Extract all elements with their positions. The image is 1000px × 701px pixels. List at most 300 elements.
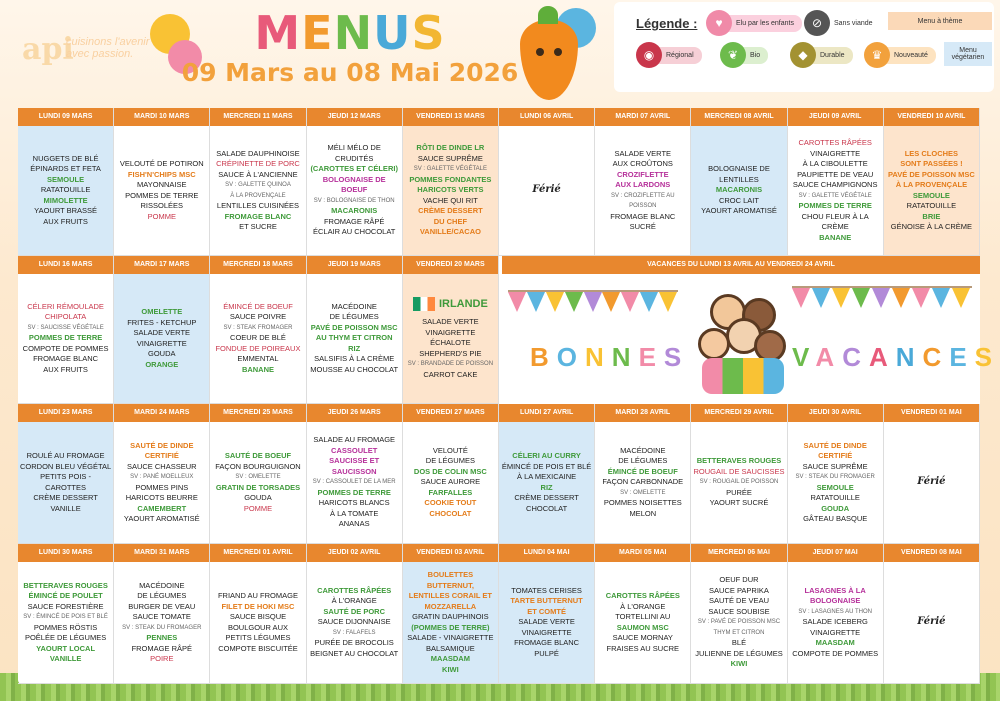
logo-text: api [22, 32, 74, 67]
menu-item: SAUTÉ DE VEAU [708, 596, 769, 606]
day-header: LUNDI 27 AVRIL [499, 404, 594, 422]
legend-regional-label: Régional [658, 47, 702, 64]
menu-item: COMPOTE BISCUITÉE [218, 643, 298, 653]
menu-item: GOUDA [148, 349, 176, 358]
menu-item: POMMES DE TERRE [28, 333, 103, 343]
menu-item: BOLOGNAISE [809, 596, 861, 606]
day-header: MERCREDI 01 AVRIL [210, 544, 305, 562]
day-cell [114, 404, 210, 544]
day-menu [307, 422, 402, 543]
menu-item: FAÇON BOURGUIGNON [215, 461, 301, 471]
menu-item: FRITES - KETCHUP [127, 317, 197, 327]
menu-item: SAUCE FORESTIÈRE [27, 601, 104, 611]
day-header: MERCREDI 29 AVRIL [691, 404, 786, 422]
day-menu [499, 562, 594, 683]
day-menu [114, 562, 209, 683]
day-cell [595, 108, 691, 256]
menu-item: CÉLERI RÉMOULADE [27, 301, 104, 311]
vacation-header: VACANCES DU LUNDI 13 AVRIL AU VENDREDI 24 AVRIL [502, 256, 980, 274]
day-header: JEUDI 30 AVRIL [788, 404, 883, 422]
menu-item: DE LÉGUMES [137, 591, 187, 600]
menu-item: SAUCE MORNAY [612, 633, 673, 642]
day-cell [595, 544, 691, 684]
day-cell [691, 544, 787, 684]
menu-item: CRÉPINETTE DE PORC [216, 159, 300, 168]
menu-item: MIMOLETTE [43, 195, 88, 205]
menu-item: ET COMTÉ [527, 606, 566, 616]
day-header: MARDI 31 MARS [114, 544, 209, 562]
logo-tagline-2: avec passion. [66, 48, 134, 60]
menu-item: SV : ROUGAIL DE POISSON [699, 479, 779, 486]
menu-item: GÂTEAU BASQUE [803, 514, 868, 523]
menu-item: CAROTTES RÂPÉES [317, 585, 392, 595]
menu-item: FROMAGE BLANC [224, 211, 292, 221]
menu-item: SONT PASSÉES ! [900, 159, 963, 168]
day-header: LUNDI 23 MARS [18, 404, 113, 422]
menu-item: À LA TOMATE [330, 508, 379, 518]
menu-item: MACARONIS [715, 185, 763, 195]
day-menu [595, 126, 690, 255]
menu-item: VINAIGRETTE [136, 338, 187, 348]
menu-item: BLÉ [731, 638, 747, 648]
menu-item: SAUTÉ DE DINDE [803, 440, 867, 450]
menu-item: VANILLE [50, 503, 81, 513]
menu-item: CRÈME DESSERT [33, 493, 98, 502]
day-cell [18, 256, 114, 404]
bunting-flag-icon [872, 288, 890, 308]
bunting-flag-icon [852, 288, 870, 308]
day-header: JEUDI 19 MARS [307, 256, 402, 274]
menu-item: SV : GALETTE VÉGÉTALE [798, 192, 872, 199]
menu-item: SALSIFIS À LA CRÈME [314, 354, 395, 364]
legend-sans-viande-label: Sans viande [826, 15, 881, 32]
day-header: VENDREDI 13 MARS [403, 108, 498, 126]
menu-item: FROMAGE BLANC [33, 354, 99, 364]
menu-item: LENTILLES [719, 174, 759, 184]
menu-grid [18, 108, 1000, 684]
menu-item: CAROTTES RÂPÉES [798, 138, 872, 147]
menu-item: RATATOUILLE [906, 201, 957, 210]
day-menu [595, 562, 690, 683]
menu-item: POÊLÉE DE LÉGUMES [24, 633, 107, 642]
menu-item: ÉMINCÉ DE POIS ET BLÉ [501, 461, 592, 471]
menu-item: SALADE VERTE [133, 328, 191, 337]
day-header: VENDREDI 10 AVRIL [884, 108, 979, 126]
menu-item: TOMATES CERISES [511, 585, 582, 595]
bunting-flag-icon [584, 292, 602, 312]
day-header: LUNDI 16 MARS [18, 256, 113, 274]
day-cell [210, 108, 306, 256]
day-menu [691, 126, 786, 255]
legend-panel [614, 2, 994, 92]
menu-item: (CAROTTES ET CÉLERI) [310, 164, 398, 174]
menu-item: BETTERAVES ROUGES [23, 580, 108, 590]
bunting-flag-icon [565, 292, 583, 312]
menu-item: SAUCE CHASSEUR [126, 461, 197, 471]
legend-bio-label: Bio [742, 47, 768, 64]
menu-item: MACÉDOINE [620, 445, 666, 455]
menu-item: CRÈME DESSERT [418, 206, 483, 216]
menu-item: CHOU FLEUR À LA CRÈME [801, 211, 869, 231]
menu-item: FISH'N'CHIPS MSC [127, 169, 196, 179]
menu-item: CORDON BLEU VÉGÉTAL [20, 461, 112, 471]
menu-item: SV : GALETTE VÉGÉTALE [413, 166, 488, 173]
menu-item: PULPÉ [534, 648, 559, 658]
menu-item: NUGGETS DE BLÉ [32, 153, 99, 163]
menu-item: SAUCE PAPRIKA [709, 585, 769, 595]
day-cell [403, 108, 499, 256]
day-menu [788, 562, 883, 683]
day-menu [114, 274, 209, 403]
menu-item: SV : FALAFELS [332, 629, 376, 636]
menu-item: POMMES NOISETTES [603, 498, 682, 508]
menu-item: BALSAMIQUE [426, 643, 475, 653]
day-cell [18, 544, 114, 684]
menu-item: FROMAGE BLANC [610, 211, 676, 221]
day-header: JEUDI 02 AVRIL [307, 544, 402, 562]
menu-item: VINAIGRETTE ÉCHALOTE [425, 327, 476, 347]
day-header: MARDI 05 MAI [595, 544, 690, 562]
day-cell [114, 108, 210, 256]
menu-item: LENTILLES CUISINÉES [216, 201, 300, 210]
menu-item: DE LÉGUMES [618, 456, 668, 466]
bunting-flag-icon [792, 288, 810, 308]
day-header: JEUDI 07 MAI [788, 544, 883, 562]
menu-item: À LA PROVENÇALE [895, 180, 968, 189]
menu-item: SEMOULE [816, 482, 854, 492]
day-menu [499, 126, 594, 255]
logo-tagline-1: cuisinons l'avenir [66, 36, 150, 48]
menu-item: MAYONNAISE [137, 180, 187, 189]
menu-item: AUX CROÛTONS [612, 159, 673, 168]
day-menu [210, 562, 305, 683]
children-bodies [702, 358, 784, 394]
day-menu [403, 422, 498, 543]
day-menu [114, 422, 209, 543]
day-cell [307, 256, 403, 404]
menu-item: SAUCISSE ET SAUCISSON [329, 456, 380, 476]
menu-item: CARROT CAKE [423, 369, 478, 379]
holiday-label: Férié [532, 184, 561, 196]
holiday-label: Férié [917, 476, 946, 488]
menu-item: FARFALLES [428, 487, 473, 497]
menu-item: POMMES DE TERRE [317, 487, 391, 497]
menu-item: SAUCE TOMATE [132, 612, 191, 621]
menu-item: BOLOGNAISE DE BOEUF [322, 174, 386, 195]
day-menu [210, 126, 305, 255]
day-cell [114, 544, 210, 684]
menu-item: VINAIGRETTE [521, 627, 572, 637]
legend-vegetarien: Menu végétarien [944, 42, 992, 66]
day-menu [691, 562, 786, 683]
vacation-word-2: VACANCES [792, 342, 1000, 372]
menu-item: SV : BRANDADE DE POISSON [407, 361, 494, 367]
day-cell [403, 404, 499, 544]
menu-item: SALADE ICEBERG [802, 617, 868, 627]
menu-item: À L'ORANGE [331, 596, 377, 606]
menu-item: CHOCOLAT [526, 503, 568, 513]
legend-nouveaute [864, 42, 936, 68]
menu-item: ET SUCRE [239, 222, 277, 231]
menu-item: POMME [243, 503, 273, 513]
day-header: MARDI 24 MARS [114, 404, 209, 422]
day-header: MARDI 17 MARS [114, 256, 209, 274]
day-cell [884, 404, 980, 544]
menu-item: VINAIGRETTE [810, 627, 861, 637]
menu-item: HARICOTS VERTS [417, 185, 484, 195]
title-menus: MENUS [254, 6, 446, 60]
legend-title: Légende : [636, 16, 698, 31]
menu-item: AUX LARDONS [615, 180, 671, 189]
legend-durable-label: Durable [812, 47, 853, 64]
menu-item: MOZZARELLA [424, 601, 477, 611]
day-cell [210, 404, 306, 544]
menu-item: SALADE - VINAIGRETTE [407, 633, 494, 642]
day-menu [884, 126, 979, 255]
menu-item: SAUTÉ DE BOEUF [224, 451, 292, 460]
menu-item: ÉPINARDS ET FETA [30, 164, 101, 174]
day-cell [788, 108, 884, 256]
menu-item: RÔTI DE DINDE LR [416, 143, 485, 153]
menu-item: MÉLI MÉLO DE CRUDITÉS [327, 143, 381, 163]
day-cell [18, 404, 114, 544]
menu-item: SV : OMELETTE [620, 489, 666, 496]
menu-item: SV : PANÉ MOELLEUX [130, 474, 194, 480]
menu-item: ROULÉ AU FROMAGE [26, 451, 105, 460]
day-menu [499, 422, 594, 543]
menu-item: VELOUTÉ [432, 445, 468, 455]
bunting-flag-icon [912, 288, 930, 308]
menu-item: CRÈME DESSERT [514, 493, 579, 502]
menu-item: YAOURT SUCRÉ [709, 498, 769, 508]
day-menu [884, 562, 979, 683]
bunting-flag-icon [659, 292, 677, 312]
day-cell [691, 404, 787, 544]
chef-hat-icon: ♛ [864, 42, 890, 68]
menu-item: HARICOTS BEURRE [125, 493, 198, 502]
day-header: VENDREDI 08 MAI [884, 544, 979, 562]
day-cell [788, 544, 884, 684]
menu-item: COEUR DE BLÉ [230, 333, 286, 343]
menu-item: RIZ [540, 482, 553, 492]
vacation-banner [502, 256, 1000, 400]
menu-item: SV : STEAK DU FROMAGER [122, 624, 202, 631]
holiday-label: Férié [917, 616, 946, 628]
bunting-flag-icon [832, 288, 850, 308]
menu-item: CÉLERI AU CURRY [512, 451, 581, 460]
legend-durable [790, 42, 853, 68]
menu-item: SAUCE BISQUE [229, 612, 287, 621]
menu-item: FILET DE HOKI MSC [221, 601, 295, 611]
menu-item: SAUCE SUPRÊME [802, 461, 868, 471]
menu-item: À LA MEXICAINE [517, 472, 577, 481]
day-header: VENDREDI 20 MARS [403, 256, 498, 274]
day-header: MARDI 28 AVRIL [595, 404, 690, 422]
menu-item: SAUCE À L'ANCIENNE [218, 169, 298, 179]
menu-item: FAÇON CARBONNADE [602, 477, 684, 487]
menu-item: TARTE BUTTERNUT [510, 596, 583, 606]
menu-item: BOULETTES BUTTERNUT, [426, 570, 474, 590]
bunting-flag-icon [812, 288, 830, 308]
menu-item: VACHE QUI RIT [422, 195, 478, 205]
menu-item: SALADE AU FROMAGE [313, 435, 396, 445]
menu-item: KIWI [442, 664, 459, 674]
day-header: MERCREDI 25 MARS [210, 404, 305, 422]
legend-theme: Menu à thème [888, 12, 992, 30]
legend-nouveaute-label: Nouveauté [886, 47, 936, 64]
menu-item: DU CHEF VANILLE/CACAO [419, 216, 481, 237]
day-header: MERCREDI 18 MARS [210, 256, 305, 274]
menu-item: SAUCE POIVRE [229, 312, 287, 322]
menu-item: YAOURT AROMATISÉ [701, 206, 777, 216]
day-cell [307, 404, 403, 544]
menu-item: SV : ÉMINCÉ DE POIS ET BLÉ [23, 614, 108, 620]
menu-item: BURGER DE VEAU [128, 601, 196, 611]
menu-item: VINAIGRETTE [810, 148, 861, 158]
menu-item: POMMES DE TERRE [798, 201, 872, 210]
menu-item: CROC LAIT [718, 195, 759, 205]
day-menu [403, 126, 498, 255]
day-header: MERCREDI 08 AVRIL [691, 108, 786, 126]
day-header: VENDREDI 01 MAI [884, 404, 979, 422]
day-cell [114, 256, 210, 404]
menu-item: BETTERAVES ROUGES [696, 456, 782, 466]
menu-item: ÉCLAIR AU CHOCOLAT [312, 227, 396, 237]
vacation-word-1: BONNES [530, 342, 690, 372]
day-cell [595, 404, 691, 544]
menu-item: GOUDA [821, 503, 850, 513]
menu-item: JULIENNE DE LÉGUMES [695, 648, 783, 658]
menu-item: RATATOUILLE [40, 185, 91, 195]
menu-item: SHEPHERD'S PIE [419, 348, 482, 358]
menu-item: AUX FRUITS [43, 364, 88, 374]
day-cell [884, 544, 980, 684]
bunting-flag-icon [932, 288, 950, 308]
menu-item: SV : PAVÉ DE POISSON MSC [697, 619, 781, 626]
day-header: MERCREDI 06 MAI [691, 544, 786, 562]
leaf-icon: ❦ [720, 42, 746, 68]
menu-item: SAUCE SUPRÊME [417, 153, 483, 163]
menu-item: ANANAS [338, 519, 370, 529]
bunting-flag-icon [527, 292, 545, 312]
bunting-flag-icon [508, 292, 526, 312]
menu-item: AUX FRUITS [43, 216, 88, 226]
menu-item: RISSOLÉES [140, 201, 184, 210]
day-cell [499, 404, 595, 544]
day-cell [691, 108, 787, 256]
legend-bio [720, 42, 768, 68]
day-menu [18, 274, 113, 403]
day-header: JEUDI 09 AVRIL [788, 108, 883, 126]
menu-item: CASSOULET [331, 445, 378, 455]
title-dates: 09 Mars au 08 Mai 2026 [181, 58, 519, 87]
day-menu [18, 562, 113, 683]
day-menu [210, 422, 305, 543]
menu-item: MACÉDOINE [331, 301, 377, 311]
menu-item: À L'ORANGE [620, 601, 666, 611]
menu-item: POMMES DE TERRE [125, 190, 199, 200]
menu-item: RATATOUILLE [810, 493, 860, 502]
menu-item: SV : CASSOULET DE LA MER [312, 479, 396, 486]
bunting-flag-icon [546, 292, 564, 312]
menu-item: OEUF DUR [719, 575, 759, 585]
day-cell [884, 108, 980, 256]
page-title [0, 6, 700, 87]
day-header: JEUDI 12 MARS [307, 108, 402, 126]
day-menu [884, 422, 979, 543]
menu-item: SV : BOLOGNAISE DE THON [313, 197, 395, 204]
menu-item: KIWI [730, 659, 748, 669]
menu-item: SAUCE AURORE [420, 477, 481, 487]
day-menu [403, 274, 498, 403]
menu-item: POMME [147, 211, 176, 221]
menu-item: SALADE DAUPHINOISE [216, 148, 300, 158]
menu-item: SV : OMELETTE [235, 474, 281, 480]
menu-item: CHIPOLATA [44, 312, 87, 322]
menu-item: SAUCE CHAMPIGNONS [792, 180, 878, 189]
menu-item: SAUCE SOUBISE [708, 606, 770, 616]
menu-item: EMMENTAL [237, 354, 279, 364]
fish-icon: ◆ [790, 42, 816, 68]
menu-item: PURÉE [726, 487, 752, 497]
day-cell [403, 544, 499, 684]
menu-item: MAASDAM [430, 654, 470, 663]
menu-item: HARICOTS BLANCS [318, 498, 390, 508]
bunting-flag-icon [602, 292, 620, 312]
menu-item: COOKIE TOUT CHOCOLAT [424, 498, 477, 518]
menu-item: RIZ [348, 343, 361, 353]
menu-item: POMMES PINS [135, 482, 189, 492]
legend-regional [636, 42, 702, 68]
day-menu [18, 422, 113, 543]
menu-item: MAASDAM [815, 638, 855, 648]
day-header: VENDREDI 03 AVRIL [403, 544, 498, 562]
menu-item: SAUMON MSC [616, 622, 669, 632]
day-cell [499, 108, 595, 256]
menu-item: ÉMINCÉ DE BOEUF [223, 301, 293, 311]
menu-item: DE LÉGUMES [425, 456, 475, 466]
menu-item: BANANE [819, 232, 852, 242]
day-cell [403, 256, 499, 404]
day-header: MARDI 07 AVRIL [595, 108, 690, 126]
menu-item: CAROTTES RÂPÉES [605, 591, 680, 600]
menu-item: FROMAGE RÂPÉ [323, 216, 385, 226]
day-menu [595, 422, 690, 543]
menu-item: SV : GALETTE QUINOA [225, 182, 291, 188]
menu-item: PAVÉ DE POISSON MSC [887, 169, 975, 179]
menu-item: ROUGAIL DE SAUCISSES [693, 466, 785, 476]
menu-item: SAUTÉ DE DINDE CERTIFIÉ [130, 440, 194, 460]
menu-item: COMPOTE DE POMMES [22, 343, 109, 353]
bunting-flag-icon [952, 288, 970, 308]
menu-item: MACARONIS [331, 206, 378, 216]
menu-item: À LA PROVENÇALE [230, 192, 286, 199]
day-menu [307, 562, 402, 683]
menu-item: SV : STEAK FROMAGER [223, 324, 293, 331]
no-meat-icon: ⊘ [804, 10, 830, 36]
menu-item: GRATIN DAUPHINOIS [412, 612, 489, 621]
children-illustration [698, 288, 788, 396]
legend-sans-viande [804, 10, 881, 36]
legend-enfants-label: Elu par les enfants [728, 15, 802, 32]
menu-item: SALADE VERTE [422, 317, 479, 326]
day-menu [210, 274, 305, 403]
heart-icon: ♥ [706, 10, 732, 36]
menu-item: AU THYM ET CITRON [315, 333, 393, 343]
child-face-icon [698, 328, 730, 360]
menu-item: FROMAGE BLANC [514, 638, 580, 648]
menu-item: OMELETTE [141, 307, 183, 316]
